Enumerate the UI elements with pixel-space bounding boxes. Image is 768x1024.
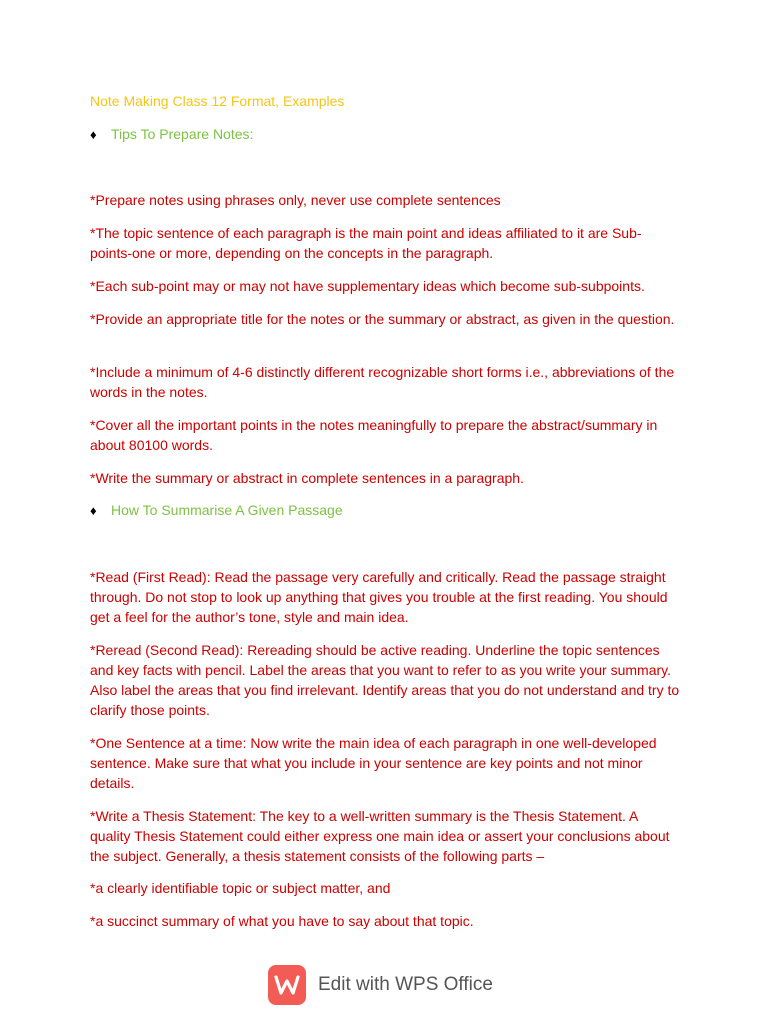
paragraph: *One Sentence at a time: Now write the main idea of each paragraph in one well-developed sentence. Make sure that what you include in your sentence are key points and not minor details. [90, 735, 657, 791]
paragraph: *Include a minimum of 4-6 distinctly different recognizable short forms i.e., abbreviations of the words in the notes. [90, 364, 675, 400]
paragraph: *Reread (Second Read): Rereading should be active reading. Underline the topic sentences and key facts with pencil. Label the areas that you want to refer to as you write your summary. Also label the areas that you find irrelevant. Identify areas that you do not understand and try to clarify those points. [90, 642, 680, 718]
paragraph: *Prepare notes using phrases only, never use complete sentences [90, 192, 501, 208]
wps-edit-button[interactable] [268, 965, 493, 1005]
paragraph: *Each sub-point may or may not have supplementary ideas which become sub-subpoints. [90, 278, 645, 294]
wps-logo-icon [268, 965, 306, 1005]
paragraph: *Read (First Read): Read the passage very carefully and critically. Read the passage straight through. Do not stop to look up anything that gives you trouble at the first reading. You should get a feel for the author’s tone, style and main idea. [90, 569, 668, 625]
diamond-bullet-icon: ♦ [90, 502, 97, 518]
paragraph: *The topic sentence of each paragraph is the main point and ideas affiliated to it are Sub-points-one or more, depending on the concepts in the paragraph. [90, 225, 642, 261]
document-title: Note Making Class 12 Format, Examples [90, 93, 345, 109]
paragraph: *a succinct summary of what you have to say about that topic. [90, 913, 474, 929]
wps-edit-label: Edit with WPS Office [318, 974, 493, 995]
paragraph: *Write the summary or abstract in complete sentences in a paragraph. [90, 470, 524, 486]
section-heading-tips [90, 126, 253, 142]
paragraph: *Write a Thesis Statement: The key to a well-written summary is the Thesis Statement. A quality Thesis Statement could either express one main idea or assert your conclusions about the subject. Generally, a thesis statement consists of the following parts – [90, 808, 670, 864]
diamond-bullet-icon: ♦ [90, 126, 97, 142]
paragraph: *Cover all the important points in the notes meaningfully to prepare the abstract/summary in about 80100 words. [90, 417, 658, 453]
section-heading-label: Tips To Prepare Notes: [111, 126, 254, 142]
paragraph: *Provide an appropriate title for the notes or the summary or abstract, as given in the question. [90, 311, 675, 327]
paragraph: *a clearly identifiable topic or subject matter, and [90, 880, 391, 896]
section-heading-summarise [90, 502, 343, 518]
section-heading-label: How To Summarise A Given Passage [111, 502, 343, 518]
